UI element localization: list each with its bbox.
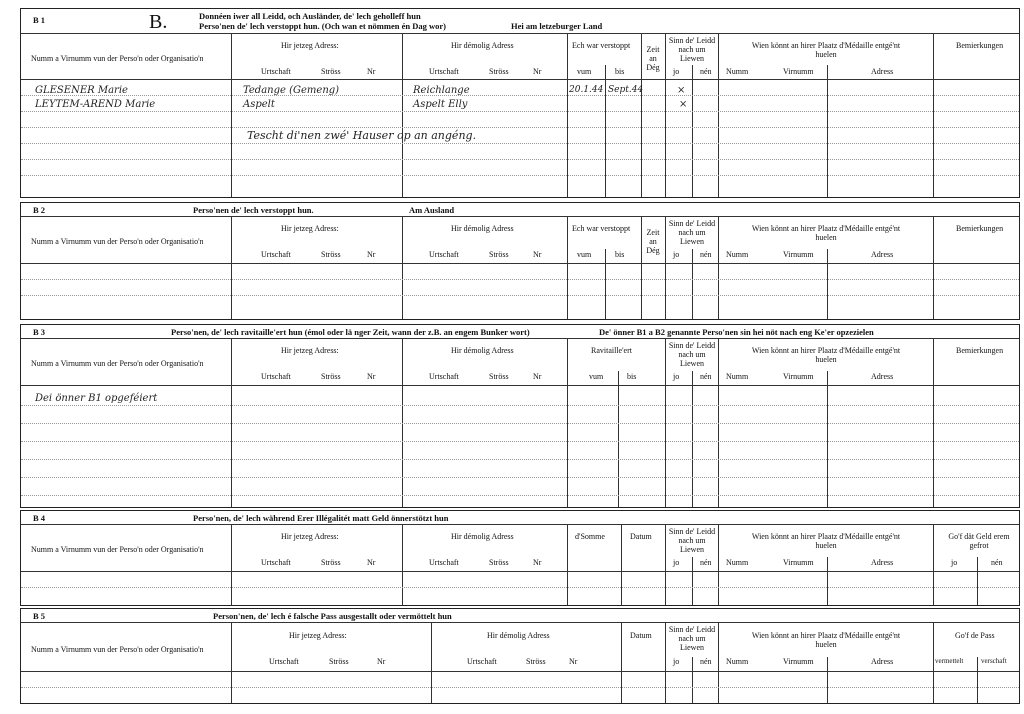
sub-place: Urtschaft [261, 67, 291, 76]
col-name-header: Numm a Virnumm vun der Perso'n oder Organisatio'n [31, 359, 204, 368]
section-code: B 1 [33, 15, 46, 25]
section-title-right: Am Ausland [409, 205, 455, 215]
section-b1 [20, 8, 1020, 198]
sub-address: Adress [871, 372, 894, 381]
sub-no: nén [991, 558, 1003, 567]
sub-issued: vermettelt [935, 657, 964, 665]
col-current-address-header: Hir jetzeg Adress: [281, 41, 339, 50]
sub-street: Ströss [489, 67, 509, 76]
section-code: B 4 [33, 513, 46, 523]
section-title: Perso'nen de' lech verstoppt hun. [193, 205, 314, 215]
col-alive-header: Sinn de' Leidd nach um Liewen [668, 625, 716, 652]
sub-no: nén [700, 67, 712, 76]
section-code: B 3 [33, 327, 46, 337]
sub-yes: jo [673, 67, 680, 76]
sub-name: Numm [726, 372, 749, 381]
sub-street: Ströss [321, 372, 341, 381]
entry-note: Dei önner B1 opgeféiert [35, 393, 158, 404]
sub-yes: jo [951, 558, 958, 567]
col-time-header: Zeit an Dég [646, 228, 660, 255]
sub-address: Adress [871, 250, 894, 259]
sub-street: Ströss [489, 558, 509, 567]
col-remarks-header: Bemierkungen [956, 346, 1004, 355]
col-pass-header: Go'f de Pass [955, 631, 995, 640]
section-b2 [20, 202, 1020, 320]
sub-place: Urtschaft [429, 558, 459, 567]
sub-yes: jo [673, 372, 680, 381]
sub-no: nén [700, 558, 712, 567]
sub-address: Adress [871, 67, 894, 76]
col-former-address-header: Hir démolig Adress [451, 224, 514, 233]
sub-place: Urtschaft [429, 67, 459, 76]
entry-name-1: GLESENER Marie [35, 85, 128, 96]
col-time-header: Zeit an Dég [646, 45, 660, 72]
sub-street: Ströss [321, 250, 341, 259]
sub-name: Numm [726, 558, 749, 567]
entry-note: Tescht di'nen zwé' Hauser op an angéng. [247, 129, 477, 142]
col-remarks-header: Bemierkungen [956, 224, 1004, 233]
sub-no: nén [700, 372, 712, 381]
sub-street: Ströss [489, 250, 509, 259]
col-medal-header: Wien könnt an hirer Plaatz d'Médaille entgé'nt huelen [751, 532, 901, 550]
sub-name: Numm [726, 657, 749, 666]
sub-yes: jo [673, 558, 680, 567]
section-letter: B. [149, 11, 168, 33]
col-hidden-header: Ech war verstoppt [572, 224, 631, 233]
col-former-address-header: Hir démolig Adress [451, 532, 514, 541]
col-alive-header: Sinn de' Leidd nach um Liewen [668, 36, 716, 63]
sub-no: nén [700, 250, 712, 259]
sub-address: Adress [871, 558, 894, 567]
sub-nr: Nr [533, 558, 542, 567]
sub-place: Urtschaft [467, 657, 497, 666]
col-remarks-header: Bemierkungen [956, 41, 1004, 50]
sub-nr: Nr [377, 657, 386, 666]
section-title-right: De' önner B1 a B2 genannte Perso'nen sin hei nöt nach eng Ke'er opzezielen [599, 327, 874, 337]
sub-from: vum [577, 67, 592, 76]
sub-nr: Nr [367, 558, 376, 567]
section-title-line2: Perso'nen de' lech verstoppt hun. (Och wan et nömmen én Dag wor) [199, 21, 446, 31]
sub-from: vum [577, 250, 592, 259]
col-hidden-header: Ech war verstoppt [572, 41, 631, 50]
section-title-right: Hei am letzeburger Land [511, 21, 603, 31]
col-former-address-header: Hir démolig Adress [487, 631, 550, 640]
sub-first-name: Virnumm [783, 67, 814, 76]
entry-former-2: Aspelt Elly [413, 99, 468, 110]
sub-first-name: Virnumm [783, 250, 814, 259]
entry-mark-2: × [679, 99, 688, 110]
sub-from: vum [589, 372, 604, 381]
sub-nr: Nr [533, 250, 542, 259]
sub-made: verschaft [981, 657, 1007, 665]
col-date-header: Datum [630, 532, 652, 541]
col-current-address-header: Hir jetzeg Adress: [281, 346, 339, 355]
sub-first-name: Virnumm [783, 372, 814, 381]
sub-street: Ströss [321, 558, 341, 567]
col-alive-header: Sinn de' Leidd nach um Liewen [668, 527, 716, 554]
sub-street: Ströss [329, 657, 349, 666]
col-current-address-header: Hir jetzeg Adress: [289, 631, 347, 640]
section-code: B 5 [33, 611, 46, 621]
col-name-header: Numm a Virnumm vun der Perso'n oder Organisatio'n [31, 645, 204, 654]
sub-nr: Nr [533, 372, 542, 381]
col-name-header: Numm a Virnumm vun der Perso'n oder Organisatio'n [31, 54, 204, 63]
sub-place: Urtschaft [429, 250, 459, 259]
section-title: Perso'nen, de' lech während Erer Illégalitét matt Geld önnerstötzt hun [193, 513, 449, 523]
col-former-address-header: Hir démolig Adress [451, 346, 514, 355]
col-medal-header: Wien könnt an hirer Plaatz d'Médaille entgé'nt huelen [751, 631, 901, 649]
sub-nr: Nr [569, 657, 578, 666]
sub-place: Urtschaft [269, 657, 299, 666]
section-b3 [20, 324, 1020, 508]
sub-to: bis [615, 250, 625, 259]
sub-name: Numm [726, 250, 749, 259]
sub-place: Urtschaft [261, 372, 291, 381]
entry-mark-1: × [677, 85, 686, 96]
sub-first-name: Virnumm [783, 657, 814, 666]
entry-name-2: LEYTEM-AREND Marie [35, 99, 156, 110]
section-title: Perso'nen, de' lech ravitaille'ert hun (émol oder lä nger Zeit, wann der z.B. an engem Bunker wort) [171, 327, 530, 337]
col-former-address-header: Hir démolig Adress [451, 41, 514, 50]
col-money-returned-header: Go'f dät Geld erem gefrot [948, 532, 1010, 550]
col-current-address-header: Hir jetzeg Adress: [281, 532, 339, 541]
col-alive-header: Sinn de' Leidd nach um Liewen [668, 219, 716, 246]
col-medal-header: Wien könnt an hirer Plaatz d'Médaille entgé'nt huelen [751, 224, 901, 242]
col-current-address-header: Hir jetzeg Adress: [281, 224, 339, 233]
col-date-header: Datum [630, 631, 652, 640]
sub-street: Ströss [526, 657, 546, 666]
sub-place: Urtschaft [261, 558, 291, 567]
sub-address: Adress [871, 657, 894, 666]
col-sum-header: d'Somme [575, 532, 605, 541]
sub-place: Urtschaft [429, 372, 459, 381]
section-title-line1: Donnéen iwer all Leidd, och Ausländer, de' lech geholleff hun [199, 11, 421, 21]
sub-yes: jo [673, 657, 680, 666]
entry-former-1: Reichlange [413, 85, 470, 96]
sub-yes: jo [673, 250, 680, 259]
sub-to: bis [627, 372, 637, 381]
col-supplied-header: Ravitaille'ert [591, 346, 632, 355]
sub-street: Ströss [489, 372, 509, 381]
sub-nr: Nr [367, 250, 376, 259]
sub-first-name: Virnumm [783, 558, 814, 567]
col-medal-header: Wien könnt an hirer Plaatz d'Médaille entgé'nt huelen [751, 346, 901, 364]
sub-to: bis [615, 67, 625, 76]
col-name-header: Numm a Virnumm vun der Perso'n oder Organisatio'n [31, 237, 204, 246]
entry-from-1: 20.1.44 [569, 85, 604, 95]
sub-nr: Nr [367, 372, 376, 381]
section-code: B 2 [33, 205, 46, 215]
sub-nr: Nr [533, 67, 542, 76]
section-b4 [20, 510, 1020, 606]
entry-to-1: Sept.44 [608, 85, 644, 95]
section-b5 [20, 608, 1020, 704]
entry-current-1: Tedange (Gemeng) [243, 85, 340, 96]
section-title: Person'nen, de' lech é falsche Pass ausgestallt oder vermöttelt hun [213, 611, 452, 621]
entry-current-2: Aspelt [243, 99, 275, 110]
col-name-header: Numm a Virnumm vun der Perso'n oder Organisatio'n [31, 545, 204, 554]
col-alive-header: Sinn de' Leidd nach um Liewen [668, 341, 716, 368]
col-medal-header: Wien könnt an hirer Plaatz d'Médaille entgé'nt huelen [751, 41, 901, 59]
sub-street: Ströss [321, 67, 341, 76]
sub-no: nén [700, 657, 712, 666]
sub-nr: Nr [367, 67, 376, 76]
sub-name: Numm [726, 67, 749, 76]
sub-place: Urtschaft [261, 250, 291, 259]
